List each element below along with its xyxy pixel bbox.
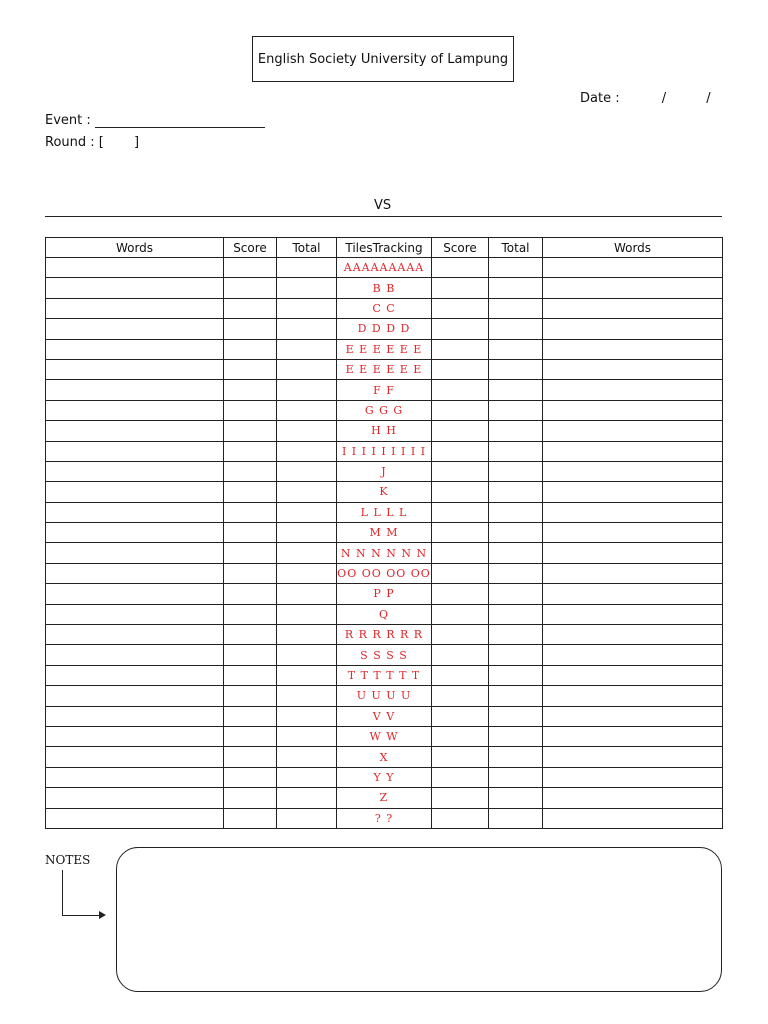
words-right-cell[interactable]	[543, 563, 723, 583]
total-left-cell[interactable]	[277, 726, 337, 746]
tiles-cell: W W	[337, 726, 432, 746]
table-row	[46, 319, 723, 339]
score-left-cell[interactable]	[224, 625, 277, 645]
round-close-bracket: ]	[134, 135, 140, 150]
score-right-cell[interactable]	[432, 482, 489, 502]
total-right-cell[interactable]	[489, 339, 543, 359]
score-left-cell[interactable]	[224, 645, 277, 665]
total-left-cell[interactable]	[277, 706, 337, 726]
total-right-cell[interactable]	[489, 400, 543, 420]
words-left-cell[interactable]	[46, 461, 224, 481]
words-right-cell[interactable]	[543, 645, 723, 665]
score-right-cell[interactable]	[432, 359, 489, 379]
date-separator: /	[661, 91, 667, 106]
document-title-box	[252, 36, 514, 82]
total-left-cell[interactable]	[277, 421, 337, 441]
total-left-cell[interactable]	[277, 604, 337, 624]
score-left-cell[interactable]	[224, 543, 277, 563]
total-right-cell[interactable]	[489, 584, 543, 604]
notes-arrow-stem	[62, 870, 63, 915]
words-left-cell[interactable]	[46, 686, 224, 706]
total-left-cell[interactable]	[277, 808, 337, 828]
words-right-cell[interactable]	[543, 523, 723, 543]
score-left-cell[interactable]	[224, 604, 277, 624]
tiles-cell: Z	[337, 788, 432, 808]
words-left-cell[interactable]	[46, 563, 224, 583]
tiles-cell: D D D D	[337, 319, 432, 339]
words-left-cell[interactable]	[46, 421, 224, 441]
words-right-cell[interactable]	[543, 747, 723, 767]
score-left-cell[interactable]	[224, 400, 277, 420]
words-left-cell[interactable]	[46, 726, 224, 746]
words-left-cell[interactable]	[46, 441, 224, 461]
tiles-cell: S S S S	[337, 645, 432, 665]
score-left-cell[interactable]	[224, 788, 277, 808]
words-right-cell[interactable]	[543, 665, 723, 685]
tiles-cell: E E E E E E	[337, 359, 432, 379]
words-right-cell[interactable]	[543, 706, 723, 726]
words-right-cell[interactable]	[543, 359, 723, 379]
table-row	[46, 808, 723, 828]
total-left-cell[interactable]	[277, 563, 337, 583]
total-left-cell[interactable]	[277, 258, 337, 278]
table-row	[46, 461, 723, 481]
column-header-words-left: Words	[46, 238, 224, 258]
total-left-cell[interactable]	[277, 461, 337, 481]
total-right-cell[interactable]	[489, 604, 543, 624]
table-row	[46, 380, 723, 400]
words-left-cell[interactable]	[46, 747, 224, 767]
arrow-right-icon	[99, 911, 106, 919]
score-right-cell[interactable]	[432, 441, 489, 461]
total-right-cell[interactable]	[489, 625, 543, 645]
words-left-cell[interactable]	[46, 380, 224, 400]
event-blank-line	[95, 113, 265, 128]
score-left-cell[interactable]	[224, 747, 277, 767]
words-left-cell[interactable]	[46, 359, 224, 379]
tiles-cell: K	[337, 482, 432, 502]
total-left-cell[interactable]	[277, 665, 337, 685]
total-left-cell[interactable]	[277, 278, 337, 298]
score-left-cell[interactable]	[224, 380, 277, 400]
total-right-cell[interactable]	[489, 523, 543, 543]
total-right-cell[interactable]	[489, 726, 543, 746]
score-left-cell[interactable]	[224, 584, 277, 604]
words-right-cell[interactable]	[543, 502, 723, 522]
words-left-cell[interactable]	[46, 543, 224, 563]
words-left-cell[interactable]	[46, 400, 224, 420]
table-row	[46, 584, 723, 604]
words-left-cell[interactable]	[46, 339, 224, 359]
words-left-cell[interactable]	[46, 523, 224, 543]
total-left-cell[interactable]	[277, 400, 337, 420]
words-left-cell[interactable]	[46, 584, 224, 604]
words-right-cell[interactable]	[543, 767, 723, 787]
score-right-cell[interactable]	[432, 788, 489, 808]
score-left-cell[interactable]	[224, 523, 277, 543]
score-left-cell[interactable]	[224, 808, 277, 828]
score-left-cell[interactable]	[224, 665, 277, 685]
tiles-cell: H H	[337, 421, 432, 441]
score-left-cell[interactable]	[224, 482, 277, 502]
words-left-cell[interactable]	[46, 604, 224, 624]
total-left-cell[interactable]	[277, 625, 337, 645]
table-row	[46, 645, 723, 665]
score-right-cell[interactable]	[432, 400, 489, 420]
round-field	[45, 135, 139, 150]
total-right-cell[interactable]	[489, 441, 543, 461]
event-label: Event :	[45, 113, 91, 128]
total-right-cell[interactable]	[489, 319, 543, 339]
score-right-cell[interactable]	[432, 523, 489, 543]
score-right-cell[interactable]	[432, 461, 489, 481]
tiles-cell: G G G	[337, 400, 432, 420]
tiles-cell: T T T T T T	[337, 665, 432, 685]
total-left-cell[interactable]	[277, 747, 337, 767]
table-row	[46, 726, 723, 746]
total-right-cell[interactable]	[489, 543, 543, 563]
table-row	[46, 604, 723, 624]
total-right-cell[interactable]	[489, 767, 543, 787]
total-left-cell[interactable]	[277, 584, 337, 604]
total-right-cell[interactable]	[489, 645, 543, 665]
words-right-cell[interactable]	[543, 339, 723, 359]
vs-label: VS	[374, 198, 392, 213]
score-left-cell[interactable]	[224, 421, 277, 441]
score-left-cell[interactable]	[224, 319, 277, 339]
words-left-cell[interactable]	[46, 788, 224, 808]
score-right-cell[interactable]	[432, 726, 489, 746]
score-sheet-table	[45, 237, 723, 829]
words-left-cell[interactable]	[46, 298, 224, 318]
total-right-cell[interactable]	[489, 665, 543, 685]
total-right-cell[interactable]	[489, 482, 543, 502]
total-left-cell[interactable]	[277, 767, 337, 787]
table-row	[46, 686, 723, 706]
tiles-cell: R R R R R R	[337, 625, 432, 645]
score-right-cell[interactable]	[432, 563, 489, 583]
table-row	[46, 767, 723, 787]
notes-arrow-shaft	[62, 915, 100, 916]
notes-box[interactable]	[116, 847, 722, 992]
tiles-cell: ? ?	[337, 808, 432, 828]
table-header-row	[46, 238, 723, 258]
tiles-cell: M M	[337, 523, 432, 543]
tiles-cell: N N N N N N	[337, 543, 432, 563]
tiles-cell: B B	[337, 278, 432, 298]
score-left-cell[interactable]	[224, 686, 277, 706]
words-left-cell[interactable]	[46, 258, 224, 278]
table-row	[46, 400, 723, 420]
total-left-cell[interactable]	[277, 686, 337, 706]
total-left-cell[interactable]	[277, 298, 337, 318]
words-right-cell[interactable]	[543, 625, 723, 645]
total-right-cell[interactable]	[489, 808, 543, 828]
words-right-cell[interactable]	[543, 788, 723, 808]
score-right-cell[interactable]	[432, 298, 489, 318]
score-left-cell[interactable]	[224, 258, 277, 278]
score-left-cell[interactable]	[224, 359, 277, 379]
score-left-cell[interactable]	[224, 706, 277, 726]
score-left-cell[interactable]	[224, 502, 277, 522]
words-left-cell[interactable]	[46, 502, 224, 522]
total-right-cell[interactable]	[489, 686, 543, 706]
table-row	[46, 298, 723, 318]
score-right-cell[interactable]	[432, 808, 489, 828]
total-right-cell[interactable]	[489, 788, 543, 808]
tiles-cell: Q	[337, 604, 432, 624]
score-left-cell[interactable]	[224, 441, 277, 461]
date-field	[580, 91, 711, 106]
score-right-cell[interactable]	[432, 645, 489, 665]
score-right-cell[interactable]	[432, 319, 489, 339]
tiles-cell: U U U U	[337, 686, 432, 706]
score-right-cell[interactable]	[432, 421, 489, 441]
total-left-cell[interactable]	[277, 380, 337, 400]
score-right-cell[interactable]	[432, 380, 489, 400]
tiles-cell: I I I I I I I I I	[337, 441, 432, 461]
score-right-cell[interactable]	[432, 747, 489, 767]
score-left-cell[interactable]	[224, 278, 277, 298]
score-right-cell[interactable]	[432, 706, 489, 726]
document-title: English Society University of Lampung	[257, 51, 509, 67]
total-left-cell[interactable]	[277, 645, 337, 665]
score-right-cell[interactable]	[432, 278, 489, 298]
words-right-cell[interactable]	[543, 258, 723, 278]
words-right-cell[interactable]	[543, 380, 723, 400]
table-row	[46, 706, 723, 726]
total-left-cell[interactable]	[277, 502, 337, 522]
words-right-cell[interactable]	[543, 441, 723, 461]
table-row	[46, 258, 723, 278]
words-right-cell[interactable]	[543, 482, 723, 502]
words-left-cell[interactable]	[46, 808, 224, 828]
words-right-cell[interactable]	[543, 319, 723, 339]
words-right-cell[interactable]	[543, 461, 723, 481]
total-right-cell[interactable]	[489, 461, 543, 481]
tiles-cell: F F	[337, 380, 432, 400]
column-header-words-right: Words	[543, 238, 723, 258]
tiles-cell: E E E E E E	[337, 339, 432, 359]
table-row	[46, 747, 723, 767]
tiles-cell: L L L L	[337, 502, 432, 522]
table-row	[46, 359, 723, 379]
words-left-cell[interactable]	[46, 625, 224, 645]
event-field	[45, 113, 265, 128]
score-left-cell[interactable]	[224, 767, 277, 787]
tiles-cell: X	[337, 747, 432, 767]
words-left-cell[interactable]	[46, 645, 224, 665]
table-row	[46, 543, 723, 563]
words-left-cell[interactable]	[46, 482, 224, 502]
words-left-cell[interactable]	[46, 665, 224, 685]
score-right-cell[interactable]	[432, 502, 489, 522]
words-right-cell[interactable]	[543, 298, 723, 318]
score-right-cell[interactable]	[432, 767, 489, 787]
vs-divider-line	[45, 216, 722, 217]
words-left-cell[interactable]	[46, 706, 224, 726]
total-left-cell[interactable]	[277, 319, 337, 339]
date-label: Date :	[580, 91, 620, 106]
words-left-cell[interactable]	[46, 278, 224, 298]
words-right-cell[interactable]	[543, 726, 723, 746]
total-left-cell[interactable]	[277, 339, 337, 359]
words-right-cell[interactable]	[543, 400, 723, 420]
tiles-cell: J	[337, 461, 432, 481]
words-right-cell[interactable]	[543, 584, 723, 604]
column-header-total-left: Total	[277, 238, 337, 258]
table-row	[46, 665, 723, 685]
table-row	[46, 421, 723, 441]
table-row	[46, 441, 723, 461]
table-row	[46, 523, 723, 543]
score-right-cell[interactable]	[432, 258, 489, 278]
tiles-cell: P P	[337, 584, 432, 604]
score-left-cell[interactable]	[224, 298, 277, 318]
score-right-cell[interactable]	[432, 665, 489, 685]
notes-label: NOTES	[45, 853, 91, 867]
table-row	[46, 563, 723, 583]
column-header-score-right: Score	[432, 238, 489, 258]
table-row	[46, 339, 723, 359]
words-right-cell[interactable]	[543, 543, 723, 563]
column-header-total-right: Total	[489, 238, 543, 258]
score-right-cell[interactable]	[432, 339, 489, 359]
total-left-cell[interactable]	[277, 523, 337, 543]
words-right-cell[interactable]	[543, 808, 723, 828]
words-right-cell[interactable]	[543, 686, 723, 706]
column-header-score-left: Score	[224, 238, 277, 258]
total-left-cell[interactable]	[277, 482, 337, 502]
score-right-cell[interactable]	[432, 543, 489, 563]
tiles-cell: V V	[337, 706, 432, 726]
words-left-cell[interactable]	[46, 767, 224, 787]
words-right-cell[interactable]	[543, 604, 723, 624]
total-right-cell[interactable]	[489, 258, 543, 278]
total-left-cell[interactable]	[277, 441, 337, 461]
total-left-cell[interactable]	[277, 359, 337, 379]
total-right-cell[interactable]	[489, 706, 543, 726]
total-right-cell[interactable]	[489, 563, 543, 583]
words-right-cell[interactable]	[543, 421, 723, 441]
total-right-cell[interactable]	[489, 502, 543, 522]
tiles-cell: Y Y	[337, 767, 432, 787]
words-right-cell[interactable]	[543, 278, 723, 298]
table-row	[46, 788, 723, 808]
total-right-cell[interactable]	[489, 747, 543, 767]
words-left-cell[interactable]	[46, 319, 224, 339]
total-right-cell[interactable]	[489, 278, 543, 298]
total-right-cell[interactable]	[489, 380, 543, 400]
total-right-cell[interactable]	[489, 298, 543, 318]
table-row	[46, 502, 723, 522]
score-left-cell[interactable]	[224, 563, 277, 583]
score-right-cell[interactable]	[432, 686, 489, 706]
tiles-cell: OO OO OO OO	[337, 563, 432, 583]
table-row	[46, 482, 723, 502]
table-row	[46, 625, 723, 645]
score-left-cell[interactable]	[224, 339, 277, 359]
column-header-tiles-tracking: TilesTracking	[337, 238, 432, 258]
total-right-cell[interactable]	[489, 421, 543, 441]
score-right-cell[interactable]	[432, 625, 489, 645]
total-right-cell[interactable]	[489, 359, 543, 379]
score-left-cell[interactable]	[224, 726, 277, 746]
total-left-cell[interactable]	[277, 543, 337, 563]
date-separator: /	[706, 91, 711, 106]
score-left-cell[interactable]	[224, 461, 277, 481]
tiles-cell: C C	[337, 298, 432, 318]
total-left-cell[interactable]	[277, 788, 337, 808]
round-label: Round : [	[45, 135, 104, 150]
tiles-cell: AAAAAAAAA	[337, 258, 432, 278]
score-right-cell[interactable]	[432, 604, 489, 624]
score-right-cell[interactable]	[432, 584, 489, 604]
table-row	[46, 278, 723, 298]
